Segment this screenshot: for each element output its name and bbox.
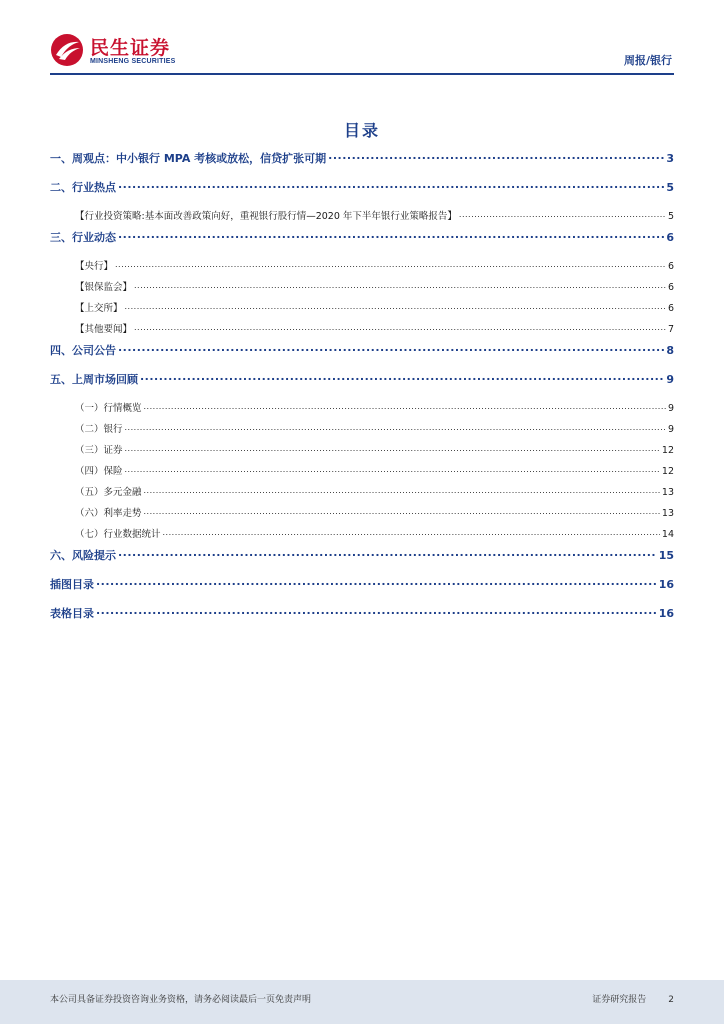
- toc-entry-page: 15: [658, 549, 674, 562]
- toc-dot-leader: [118, 230, 664, 241]
- toc-entry[interactable]: [50, 371, 674, 387]
- toc-entry[interactable]: [50, 150, 674, 166]
- toc-entry-page: 7: [667, 324, 674, 335]
- toc-entry-label: 插图目录: [50, 578, 94, 591]
- toc-entry-label: 二、行业热点: [50, 181, 116, 194]
- toc-entry[interactable]: [50, 421, 674, 435]
- toc-entry-page: 9: [667, 424, 674, 435]
- toc-entry-label: （三）证券: [75, 445, 123, 456]
- toc-entry[interactable]: [50, 463, 674, 477]
- toc-dot-leader: [144, 507, 660, 517]
- toc-entry-label: 【上交所】: [75, 303, 123, 314]
- toc-entry-page: 12: [661, 466, 674, 477]
- footer-page-number: 2: [668, 995, 674, 1005]
- logo-english-name: MINSHENG SECURITIES: [90, 58, 176, 65]
- toc-entry[interactable]: [50, 342, 674, 358]
- toc-entry[interactable]: [50, 484, 674, 498]
- toc-entry-page: 16: [658, 607, 674, 620]
- toc-entry-label: 四、公司公告: [50, 344, 116, 357]
- footer-meta: [592, 992, 674, 1005]
- toc-dot-leader: [96, 606, 657, 617]
- page-footer: [0, 980, 724, 1024]
- toc-entry[interactable]: [50, 547, 674, 563]
- toc-entry-page: 5: [667, 211, 674, 222]
- toc-entry-page: 14: [661, 529, 674, 540]
- header-divider: [50, 73, 674, 75]
- toc-entry-label: 【其他要闻】: [75, 324, 133, 335]
- toc-entry-label: （一）行情概览: [75, 403, 142, 414]
- toc-dot-leader: [140, 372, 664, 383]
- toc-entry-label: （七）行业数据统计: [75, 529, 161, 540]
- toc-entry-label: 六、风险提示: [50, 549, 116, 562]
- toc-entry-label: （四）保险: [75, 466, 123, 477]
- toc-entry-label: 【央行】: [75, 261, 114, 272]
- report-category: 周报/银行: [623, 54, 672, 67]
- toc-entry-page: 9: [667, 403, 674, 414]
- toc-title: 目录: [343, 121, 380, 140]
- toc-dot-leader: [125, 444, 660, 454]
- toc-entry-label: （六）利率走势: [75, 508, 142, 519]
- toc-entry[interactable]: [50, 576, 674, 592]
- toc-entry-label: （二）银行: [75, 424, 123, 435]
- toc-entry-label: 表格目录: [50, 607, 94, 620]
- toc-entry[interactable]: [50, 300, 674, 314]
- toc-dot-leader: [163, 528, 660, 538]
- toc-dot-leader: [144, 486, 660, 496]
- toc-entry-label: （五）多元金融: [75, 487, 142, 498]
- footer-report-type: 证券研究报告: [592, 995, 647, 1005]
- toc-dot-leader: [118, 548, 657, 559]
- toc-dot-leader: [96, 577, 657, 588]
- toc-entry-page: 3: [666, 152, 674, 165]
- toc-entry-label: 一、周观点：中小银行 MPA 考核或放松，信贷扩张可期: [50, 152, 327, 165]
- toc-dot-leader: [125, 465, 660, 475]
- toc-entry-page: 6: [667, 282, 674, 293]
- toc-entry[interactable]: [50, 400, 674, 414]
- toc-entry-page: 12: [661, 445, 674, 456]
- toc-entry-page: 6: [667, 261, 674, 272]
- toc-entry[interactable]: [50, 505, 674, 519]
- toc-dot-leader: [134, 323, 666, 333]
- toc-dot-leader: [134, 281, 666, 291]
- toc-entry[interactable]: [50, 321, 674, 335]
- toc-dot-leader: [118, 180, 664, 191]
- toc-entry-page: 13: [661, 487, 674, 498]
- toc-entry[interactable]: [50, 279, 674, 293]
- minsheng-logo-icon: [50, 33, 84, 67]
- toc-dot-leader: [125, 302, 666, 312]
- toc-entry[interactable]: [50, 258, 674, 272]
- toc-dot-leader: [328, 151, 664, 162]
- toc-entry-page: 6: [667, 303, 674, 314]
- table-of-contents: [50, 150, 674, 634]
- toc-dot-leader: [144, 402, 666, 412]
- toc-entry-page: 16: [658, 578, 674, 591]
- toc-dot-leader: [459, 210, 666, 220]
- toc-entry-page: 5: [666, 181, 674, 194]
- toc-entry-label: 【行业投资策略:基本面改善政策向好，重视银行股行情—2020 年下半年银行业策略报告】: [75, 211, 457, 222]
- toc-entry-label: 三、行业动态: [50, 231, 116, 244]
- logo-chinese-name: 民生证券: [90, 37, 171, 59]
- toc-dot-leader: [125, 423, 666, 433]
- footer-disclaimer: 本公司具备证券投资咨询业务资格，请务必阅读最后一页免责声明: [50, 995, 312, 1005]
- toc-entry[interactable]: [50, 526, 674, 540]
- toc-dot-leader: [118, 343, 664, 354]
- toc-dot-leader: [115, 260, 666, 270]
- toc-entry-page: 8: [666, 344, 674, 357]
- toc-entry-page: 9: [666, 373, 674, 386]
- toc-entry[interactable]: [50, 179, 674, 195]
- company-logo: [50, 30, 190, 70]
- toc-entry[interactable]: [50, 229, 674, 245]
- page-header: [50, 30, 674, 74]
- toc-entry-page: 6: [666, 231, 674, 244]
- toc-entry-page: 13: [661, 508, 674, 519]
- toc-entry[interactable]: [50, 605, 674, 621]
- toc-entry-label: 【银保监会】: [75, 282, 133, 293]
- toc-entry-label: 五、上周市场回顾: [50, 373, 138, 386]
- toc-entry[interactable]: [50, 442, 674, 456]
- toc-entry[interactable]: [50, 208, 674, 222]
